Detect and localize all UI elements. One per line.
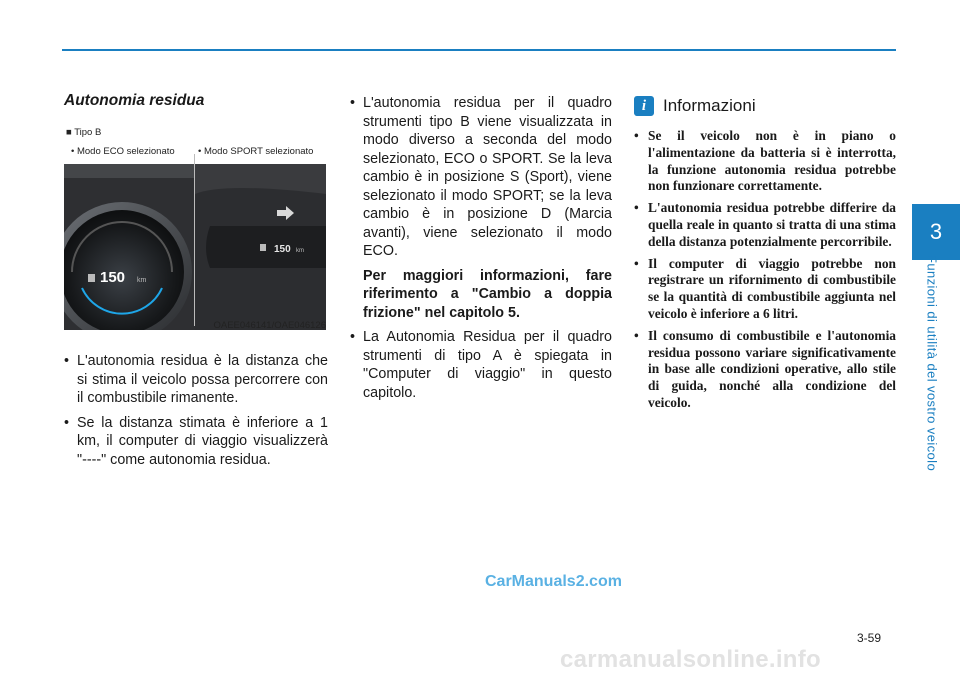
chapter-tab — [912, 204, 960, 260]
list-item: • Il computer di viaggio potrebbe non registrare un rifornimento di combustibile se la quantità di combustibile aggiunta nel veicolo è inferiore a 6 litri. — [634, 256, 896, 323]
eco-mode-label: • Modo ECO selezionato — [71, 146, 175, 157]
cluster-bullets-2 — [350, 328, 612, 402]
header-rule — [62, 49, 896, 51]
watermark-link[interactable]: CarManuals2.com — [485, 573, 622, 590]
cluster-bullets — [350, 94, 612, 261]
list-item: • Il consumo di combustibile e l'autonomia residua possono variare significativamente in base alle condizioni operative, allo stile di guida, nonché alla condizione del veicolo. — [634, 328, 896, 412]
figure-divider — [194, 154, 195, 326]
section-title: Autonomia residua — [64, 92, 205, 109]
info-title: Informazioni — [663, 96, 756, 115]
figure-caption: OAEE046141/OAE046126 — [213, 320, 326, 331]
sport-range-value: 150 — [274, 244, 291, 255]
chapter-number: 3 — [929, 219, 943, 244]
list-item-text: L'autonomia residua per il quadro strumenti tipo B viene visualizzata in modo diverso a seconda del modo selezionato, ECO o SPORT. Se la leva cambio è in posizione S (Sport), viene selezionato il modo SPORT; se la leva cambio è in posizione D (Marcia avanti), viene selezionato il modo ECO. — [363, 95, 612, 259]
footer-watermark: carmanualsonline.info — [560, 646, 822, 673]
sport-mode-label: • Modo SPORT selezionato — [198, 146, 314, 157]
column-left — [64, 92, 328, 475]
eco-range-value: 150 — [100, 269, 126, 286]
list-item: • La Autonomia Residua per il quadro strumenti di tipo A è spiegata in "Computer di viaggio" in questo capitolo. — [350, 328, 612, 402]
info-list — [634, 128, 896, 412]
list-item: • Se la distanza stimata è inferiore a 1 km, il computer di viaggio visualizzerà "----" come autonomia residua. — [64, 414, 328, 470]
list-item — [350, 94, 612, 261]
list-item: • L'autonomia residua è la distanza che si stima il veicolo possa percorrere con il combustibile rimanente. — [64, 352, 328, 408]
cluster-figure — [64, 124, 326, 334]
info-header — [634, 96, 896, 116]
reference-note: Per maggiori informazioni, fare riferimento a "Cambio a doppia frizione" nel capitolo 5. — [363, 267, 612, 321]
list-item: • L'autonomia residua potrebbe differire da quella reale in quanto si tratta di una stima della distanza potenzialmente percorribile. — [634, 200, 896, 250]
sport-range-unit: km — [296, 248, 304, 254]
chapter-title: Funzioni di utilità del vostro veicolo — [924, 255, 940, 472]
column-right — [634, 96, 896, 417]
column-middle — [350, 94, 612, 408]
page-number: 3-59 — [857, 631, 882, 645]
info-icon: i — [634, 96, 654, 116]
eco-range-unit: km — [137, 277, 147, 284]
cluster-photo — [64, 164, 326, 330]
cluster-illustration — [64, 164, 326, 330]
figure-heading: ■ Tipo B — [66, 127, 102, 138]
list-item: • Se il veicolo non è in piano o l'alimentazione da batteria si è interrotta, la funzione autonomia residua potrebbe non funzionare correttamente. — [634, 128, 896, 195]
range-bullets — [64, 352, 328, 469]
